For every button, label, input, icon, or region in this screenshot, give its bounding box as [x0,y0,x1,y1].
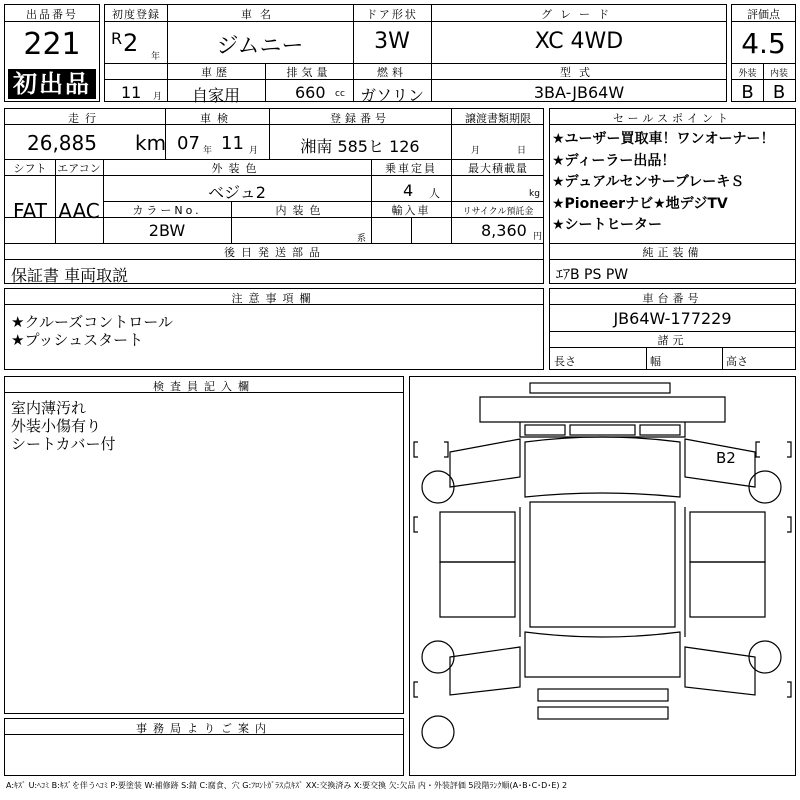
interior-label: 内装 [769,69,788,79]
car-outline-diagram [410,377,795,775]
displacement: 660 [295,83,326,102]
car-name-label: 車名 [241,8,279,21]
notes-box [4,288,544,370]
plate: 湘南 585ヒ 126 [300,137,420,156]
lot-block [4,4,100,102]
capacity: 4 [403,181,414,200]
diagram-mark: B2 [716,449,736,467]
inspection-month-unit: 月 [249,146,259,156]
inspector-note-2: 外装小傷有り [11,417,102,435]
fuel: ガソリン [359,86,424,105]
month-unit: 月 [153,92,163,102]
later-parts: 保証書 車両取説 [11,266,129,285]
aircon-label: エアコン [57,162,101,175]
dims-height-label: 高さ [726,355,748,368]
sales-points-list [552,129,795,237]
office-box [4,718,404,776]
recycle: 8,360 [481,221,527,240]
exterior-label: 外装 [738,69,757,79]
grade: XC 4WD [534,29,624,54]
vehicle-header-grid [104,4,727,105]
transfer-day-unit: 日 [517,146,527,156]
inspector-box [4,376,404,714]
sales-point-item: ★Pioneerナビ★地デジTV [552,195,728,212]
dims-width-label: 幅 [650,355,661,368]
max-load-label: 最大積載量 [468,162,528,175]
lot-no-label: 出品番号 [26,8,78,21]
model-code-label: 型式 [560,66,598,79]
score-label: 評価点 [747,8,780,21]
car-name: ジムニー [216,34,304,59]
model-code: 3BA-JB64W [533,83,625,102]
int-color-label: 内装色 [275,204,327,217]
ext-color-label: 外装色 [211,162,263,175]
chassis-label: 車台番号 [642,292,703,305]
import-label: 輸入車 [391,204,431,217]
transfer-date-label: 譲渡書類期限 [465,112,531,125]
office-label: 事務局よりご案内 [136,722,272,735]
sales-points-label: セールスポイント [612,112,732,125]
sales-point-item: ★ディーラー出品！ [552,152,676,169]
note-2: ★プッシュスタート [11,331,144,349]
recycle-unit: 円 [533,232,543,242]
lot-no: 221 [23,27,81,62]
legend: A:ｷｽﾞ U:ﾍｺﾐ B:ｷｽﾞを伴うﾍｺﾐ P:要塗装 W:補修跡 S:錆 C:腐食、穴 G:ﾌﾛﾝﾄｶﾞﾗｽ点ｷｽﾞ XX:交換済み X:要交換 欠:欠品 内・外装評価 5段階ﾗﾝｸ順(A･B･C･D･E) 2 [6,781,568,790]
int-color-unit: 系 [357,234,367,244]
sales-point-item: ★デュアルセンサーブレーキＳ [552,174,745,190]
year-unit: 年 [151,52,161,62]
mileage-unit: km [135,131,167,155]
note-1: ★クルーズコントロール [11,313,173,331]
inspection-label: 車検 [200,112,234,125]
transfer-month-unit: 月 [471,146,481,156]
top-section [4,4,796,105]
inspector-label: 検査員記入欄 [153,380,255,393]
inspection-month: 11 [221,133,244,154]
score-block [731,4,796,102]
recycle-label: リサイクル預託金 [462,207,534,217]
inspection-year-unit: 年 [203,146,213,156]
dims-length-label: 長さ [554,355,576,368]
capacity-label: 乗車定員 [385,162,437,175]
door-type: 3W [374,29,410,54]
month: 11 [121,83,142,102]
color-no: 2BW [148,221,186,240]
chassis-box [549,288,796,370]
notes-label: 注意事項欄 [231,292,317,305]
sales-point-item: ★ユーザー買取車！ワンオーナー！ [552,131,775,147]
dims-label: 諸元 [657,334,688,347]
capacity-unit: 人 [429,187,440,200]
later-parts-label: 後日発送部品 [224,246,326,259]
history: 自家用 [191,86,240,105]
interior-grade: B [772,82,786,103]
mileage: 26,885 [27,131,97,155]
details-grid [4,108,544,284]
era: R [111,29,123,48]
displacement-unit: cc [335,89,345,99]
damage-diagram [409,376,796,776]
mileage-label: 走行 [68,112,102,125]
sales-point-item: ★シートヒーター [552,217,662,233]
score: 4.5 [741,27,786,60]
shift: FAT [12,199,47,223]
first-listing-badge: 初出品 [8,69,96,99]
sales-points-box [549,108,796,284]
displacement-label: 排気量 [286,66,332,79]
grade-label: グレード [541,8,617,21]
year: 2 [123,29,139,57]
door-label: ドア形状 [366,8,418,21]
shift-label: シフト [13,162,47,175]
plate-label: 登録番号 [330,112,390,125]
aircon: AAC [58,199,100,223]
exterior-grade: B [741,82,754,103]
inspector-note-1: 室内薄汚れ [11,399,87,417]
load-unit: kg [529,189,540,199]
std-equipment-label: 純正装備 [642,246,703,259]
fuel-label: 燃料 [377,66,407,79]
inspection-year: 07 [177,133,200,154]
history-label: 車歴 [201,66,231,79]
chassis-no: JB64W-177229 [613,309,732,328]
ext-color: ベジュ2 [208,183,266,202]
color-no-label: カラーNo. [132,204,202,217]
first-reg-label: 初度登録 [112,8,160,21]
inspector-note-3: シートカバー付 [11,435,116,453]
std-equipment: ｴｱB PS PW [556,267,629,283]
